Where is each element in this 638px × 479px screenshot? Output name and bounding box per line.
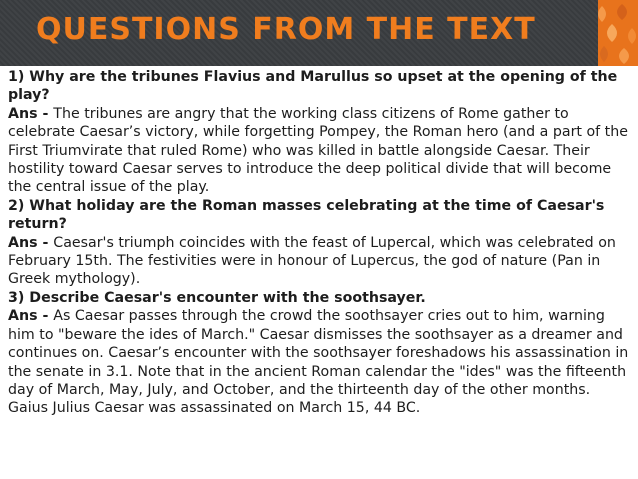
slide-content bbox=[8, 68, 634, 418]
answer-1 bbox=[8, 105, 634, 197]
decorative-orange-pattern bbox=[598, 0, 638, 66]
question-1: 1) Why are the tribunes Flavius and Marullus so upset at the opening of the play? bbox=[8, 69, 618, 104]
answer-text: Caesar's triumph coincides with the feast of Lupercal, which was celebrated on February 15th. The festivities were in honour of Lupercus, the god of nature (Pan in Greek mythology). bbox=[8, 234, 616, 288]
answer-2 bbox=[8, 234, 634, 289]
answer-label: Ans - bbox=[8, 308, 54, 325]
answer-label: Ans - bbox=[8, 234, 54, 251]
answer-label: Ans - bbox=[8, 105, 54, 122]
slide-title: QUESTIONS FROM THE TEXT bbox=[36, 12, 536, 47]
answer-3 bbox=[8, 307, 634, 417]
question-3: 3) Describe Caesar's encounter with the soothsayer. bbox=[8, 289, 426, 306]
question-2: 2) What holiday are the Roman masses celebrating at the time of Caesar's return? bbox=[8, 197, 605, 233]
pattern-graphic bbox=[598, 0, 638, 66]
answer-text: As Caesar passes through the crowd the soothsayer cries out to him, warning him to "beware the ides of March." Caesar dismisses the soothsayer as a dreamer and continues on. Caesar’s encounter with the soothsayer foreshadows his assassination in the senate in 3.1. Note that in the ancient Roman calendar the "ides" was the fifteenth day of March, May, July, and October, and the thirteenth day of the other months. Gaius Julius Caesar was assassinated on March 15, 44 BC. bbox=[8, 308, 629, 417]
answer-text: The tribunes are angry that the working class citizens of Rome gather to celebrate Caesar’s victory, while forgetting Pompey, the Roman hero (and a part of the First Triumvirate that ruled Rome) who was killed in battle alongside Caesar. Their hostility toward Caesar serves to introduce the deep political divide that will become the central issue of the play. bbox=[8, 105, 628, 196]
slide-header bbox=[0, 0, 638, 66]
